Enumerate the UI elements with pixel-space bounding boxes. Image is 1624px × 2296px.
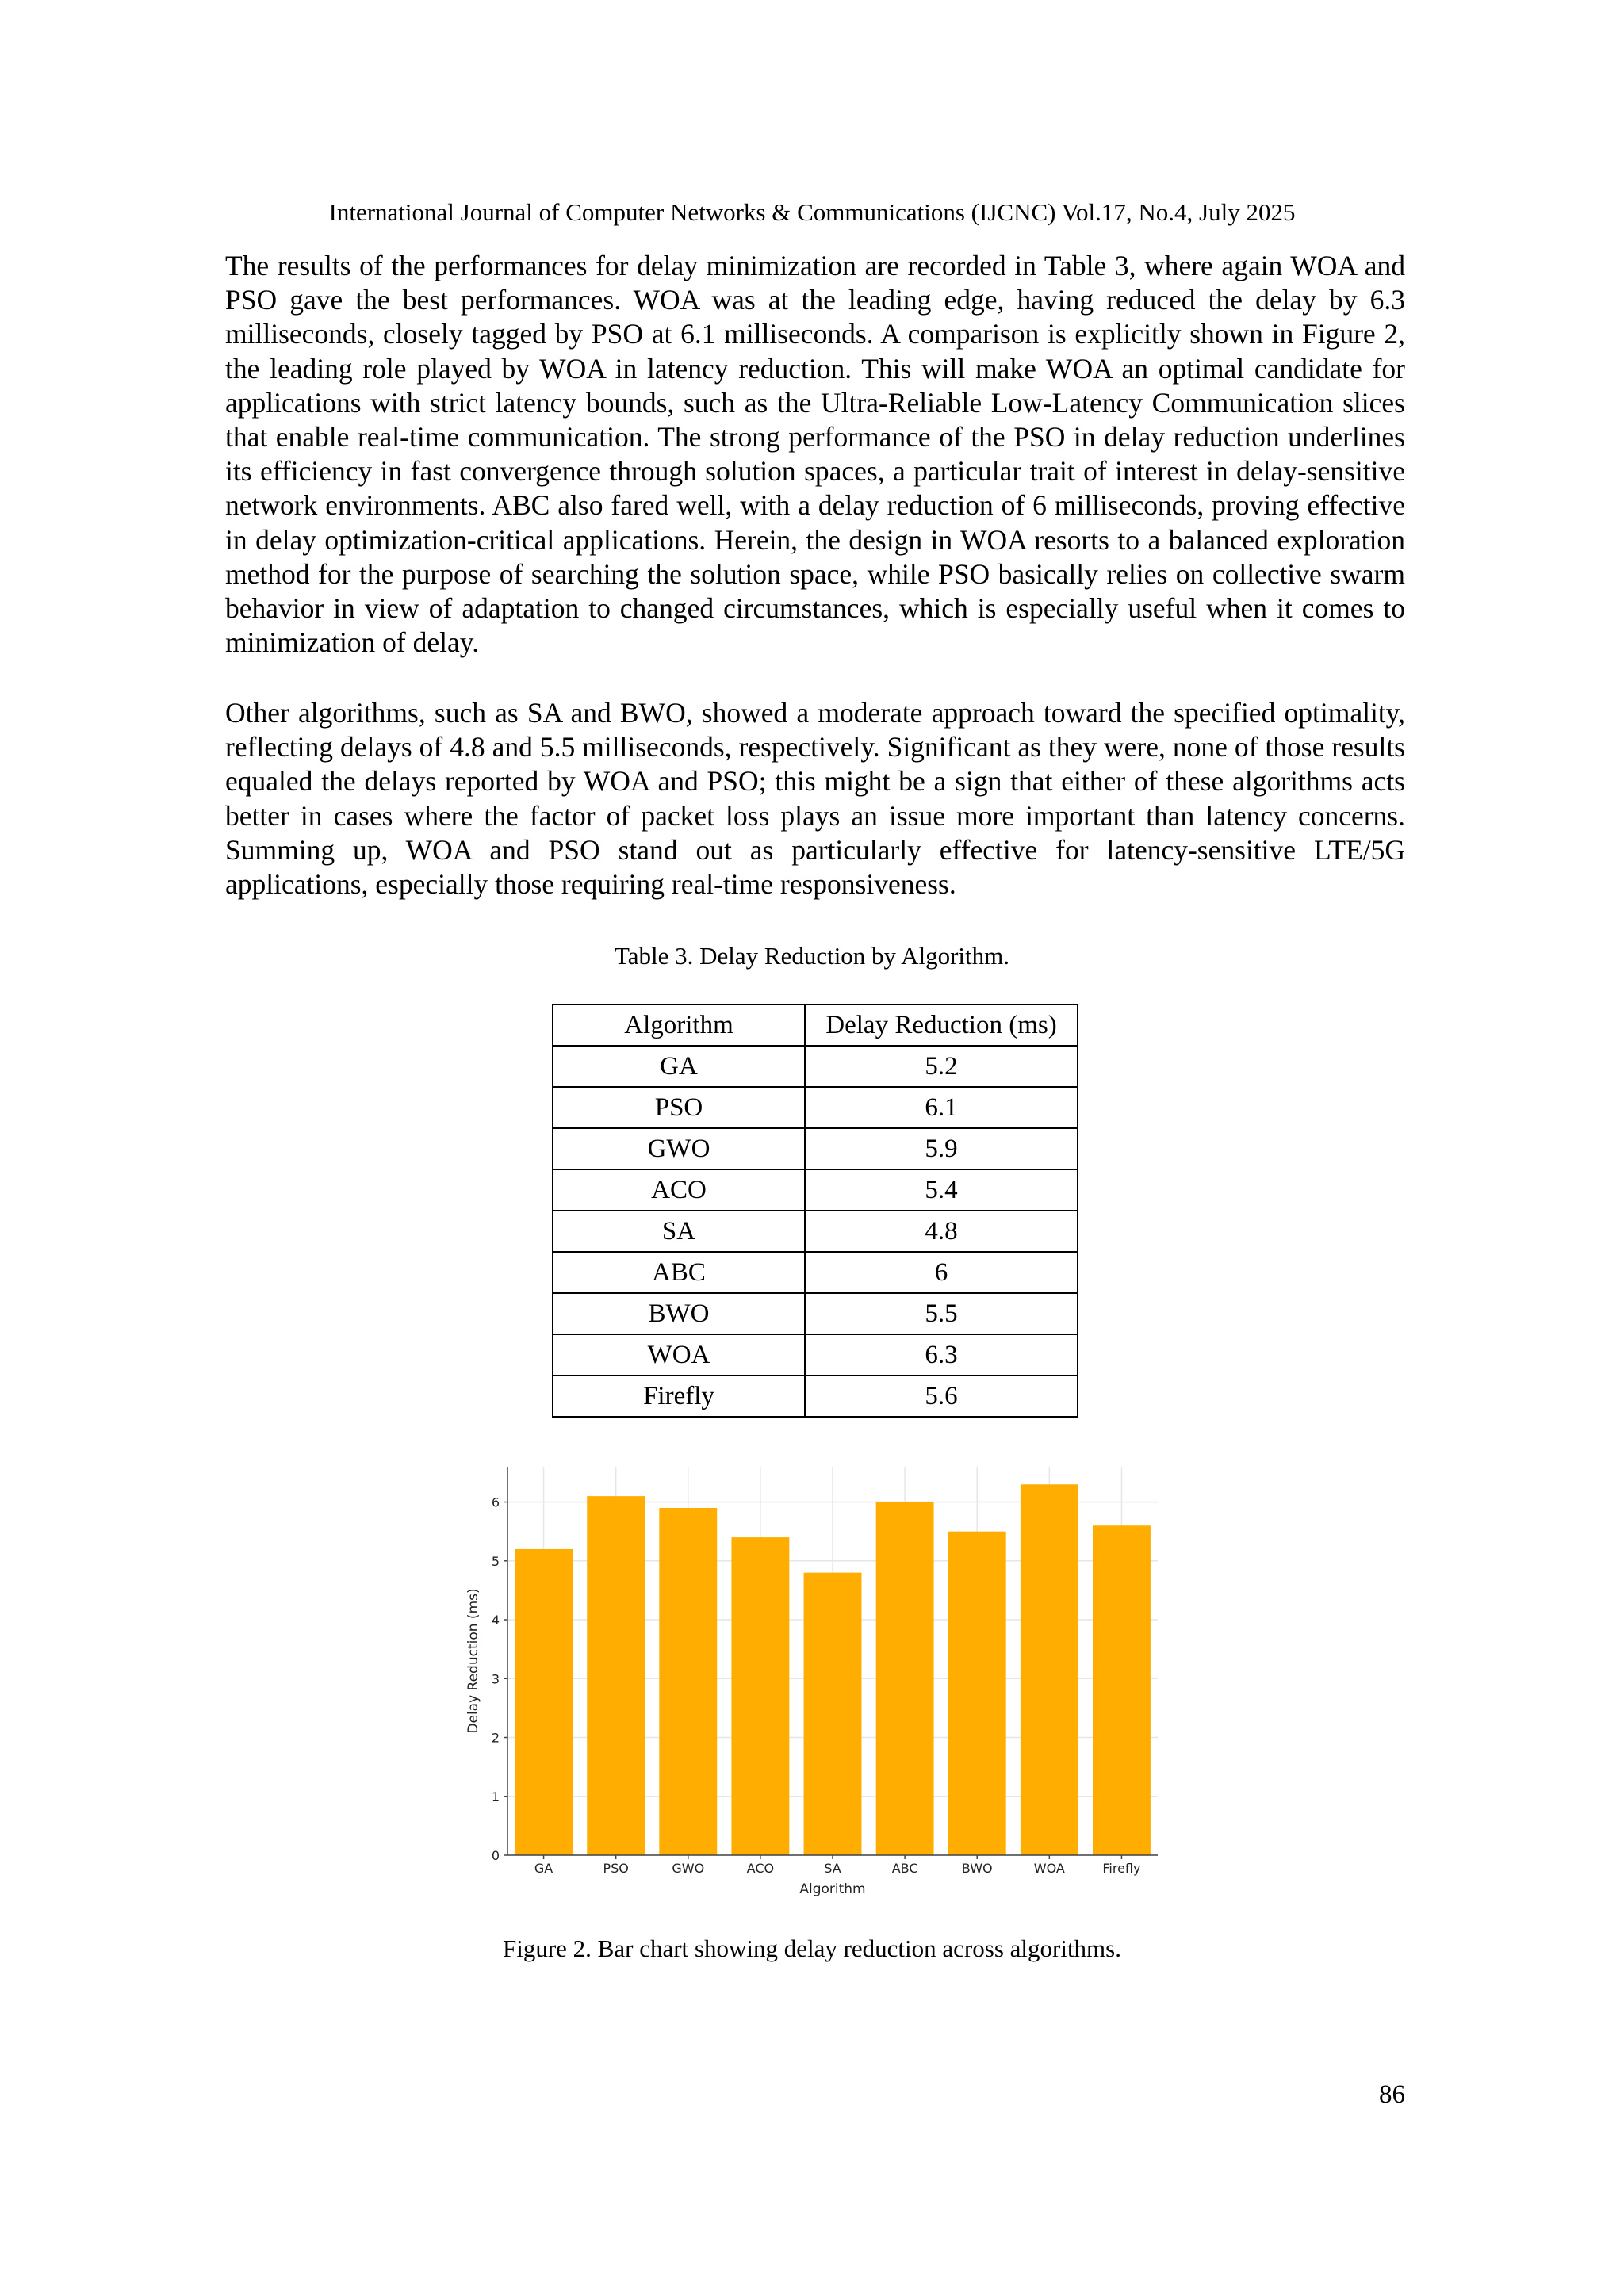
bar-gwo xyxy=(659,1508,717,1855)
y-axis-label: Delay Reduction (ms) xyxy=(465,1588,481,1734)
body-paragraph-2: Other algorithms, such as SA and BWO, showed a moderate approach toward the specified optimality, reflecting delays of 4.8 and 5.5 milliseconds, respectively. Significant as they were, none of those results equaled the delays reported by WOA and PSO; this might be a sign that either of these algorithms acts better in cases where the factor of packet loss plays an issue more important than latency concerns. Summing up, WOA and PSO stand out as particularly effective for latency-sensitive LTE/5G applications, especially those requiring real-time responsiveness. xyxy=(225,697,1405,901)
algorithm-cell: SA xyxy=(553,1211,805,1252)
bar-firefly xyxy=(1093,1525,1151,1855)
y-tick-label: 1 xyxy=(491,1789,500,1804)
bar-aco xyxy=(731,1537,789,1855)
table-caption: Table 3. Delay Reduction by Algorithm. xyxy=(614,942,1010,970)
algorithm-cell: PSO xyxy=(553,1087,805,1128)
journal-header: International Journal of Computer Networks & Communications (IJCNC) Vol.17, No.4, July 2025 xyxy=(328,198,1296,226)
body-paragraph-1: The results of the performances for delay minimization are recorded in Table 3, where again WOA and PSO gave the best performances. WOA was at the leading edge, having reduced the delay by 6.3 milliseconds, closely tagged by PSO at 6.1 milliseconds. A comparison is explicitly shown in Figure 2, the leading role played by WOA in latency reduction. This will make WOA an optimal candidate for applications with strict latency bounds, such as the Ultra-Reliable Low-Latency Communication slices that enable real-time communication. The strong performance of the PSO in delay reduction underlines its efficiency in fast convergence through solution spaces, a particular trait of interest in delay-sensitive network environments. ABC also fared well, with a delay reduction of 6 milliseconds, proving effective in delay optimization-critical applications. Herein, the design in WOA resorts to a balanced exploration method for the purpose of searching the solution space, while PSO basically relies on collective swarm behavior in view of adaptation to changed circumstances, which is especially useful when it comes to minimization of delay. xyxy=(225,250,1405,659)
bar-abc xyxy=(876,1502,934,1855)
delay-cell: 5.4 xyxy=(805,1169,1078,1211)
algorithm-cell: WOA xyxy=(553,1334,805,1376)
delay-cell: 5.9 xyxy=(805,1128,1078,1169)
table-row xyxy=(553,1169,1078,1211)
table-row xyxy=(553,1087,1078,1128)
x-tick-label: GWO xyxy=(672,1861,705,1876)
delay-cell: 6.1 xyxy=(805,1087,1078,1128)
bar-woa xyxy=(1021,1484,1078,1855)
bar-sa xyxy=(804,1573,862,1855)
delay-cell: 5.5 xyxy=(805,1293,1078,1334)
x-tick-label: GA xyxy=(534,1861,553,1876)
table-header-row xyxy=(553,1004,1078,1046)
table-row xyxy=(553,1376,1078,1417)
table-row xyxy=(553,1211,1078,1252)
algorithm-cell: GA xyxy=(553,1046,805,1087)
delay-cell: 6.3 xyxy=(805,1334,1078,1376)
algorithm-cell: ACO xyxy=(553,1169,805,1211)
x-tick-label: WOA xyxy=(1033,1861,1065,1876)
algorithm-cell: GWO xyxy=(553,1128,805,1169)
x-tick-label: SA xyxy=(824,1861,841,1876)
bar-pso xyxy=(587,1496,645,1855)
delay-cell: 6 xyxy=(805,1252,1078,1293)
table-row xyxy=(553,1334,1078,1376)
y-tick-label: 3 xyxy=(491,1671,500,1687)
x-tick-label: ABC xyxy=(891,1861,918,1876)
table-row xyxy=(553,1128,1078,1169)
delay-cell: 5.2 xyxy=(805,1046,1078,1087)
x-tick-label: ACO xyxy=(746,1861,775,1876)
table-row xyxy=(553,1046,1078,1087)
table-row xyxy=(553,1293,1078,1334)
delay-cell: 4.8 xyxy=(805,1211,1078,1252)
bar-ga xyxy=(515,1549,573,1855)
column-header-algorithm: Algorithm xyxy=(553,1004,805,1046)
x-tick-label: BWO xyxy=(961,1861,993,1876)
y-tick-label: 4 xyxy=(491,1613,500,1628)
delay-reduction-table xyxy=(552,1004,1078,1418)
table-row xyxy=(553,1252,1078,1293)
figure-caption: Figure 2. Bar chart showing delay reduction across algorithms. xyxy=(503,1934,1121,1962)
algorithm-cell: Firefly xyxy=(553,1376,805,1417)
delay-reduction-bar-chart xyxy=(460,1459,1166,1903)
delay-cell: 5.6 xyxy=(805,1376,1078,1417)
y-tick-label: 2 xyxy=(491,1730,500,1746)
x-axis-label: Algorithm xyxy=(799,1881,866,1897)
algorithm-cell: BWO xyxy=(553,1293,805,1334)
x-tick-label: PSO xyxy=(603,1861,629,1876)
column-header-delay-reduction: Delay Reduction (ms) xyxy=(805,1004,1078,1046)
y-tick-label: 5 xyxy=(491,1553,500,1569)
algorithm-cell: ABC xyxy=(553,1252,805,1293)
x-tick-label: Firefly xyxy=(1102,1861,1141,1876)
y-tick-label: 6 xyxy=(491,1494,500,1510)
bar-bwo xyxy=(948,1532,1006,1855)
y-tick-label: 0 xyxy=(491,1848,500,1863)
page-number: 86 xyxy=(1379,2080,1405,2109)
